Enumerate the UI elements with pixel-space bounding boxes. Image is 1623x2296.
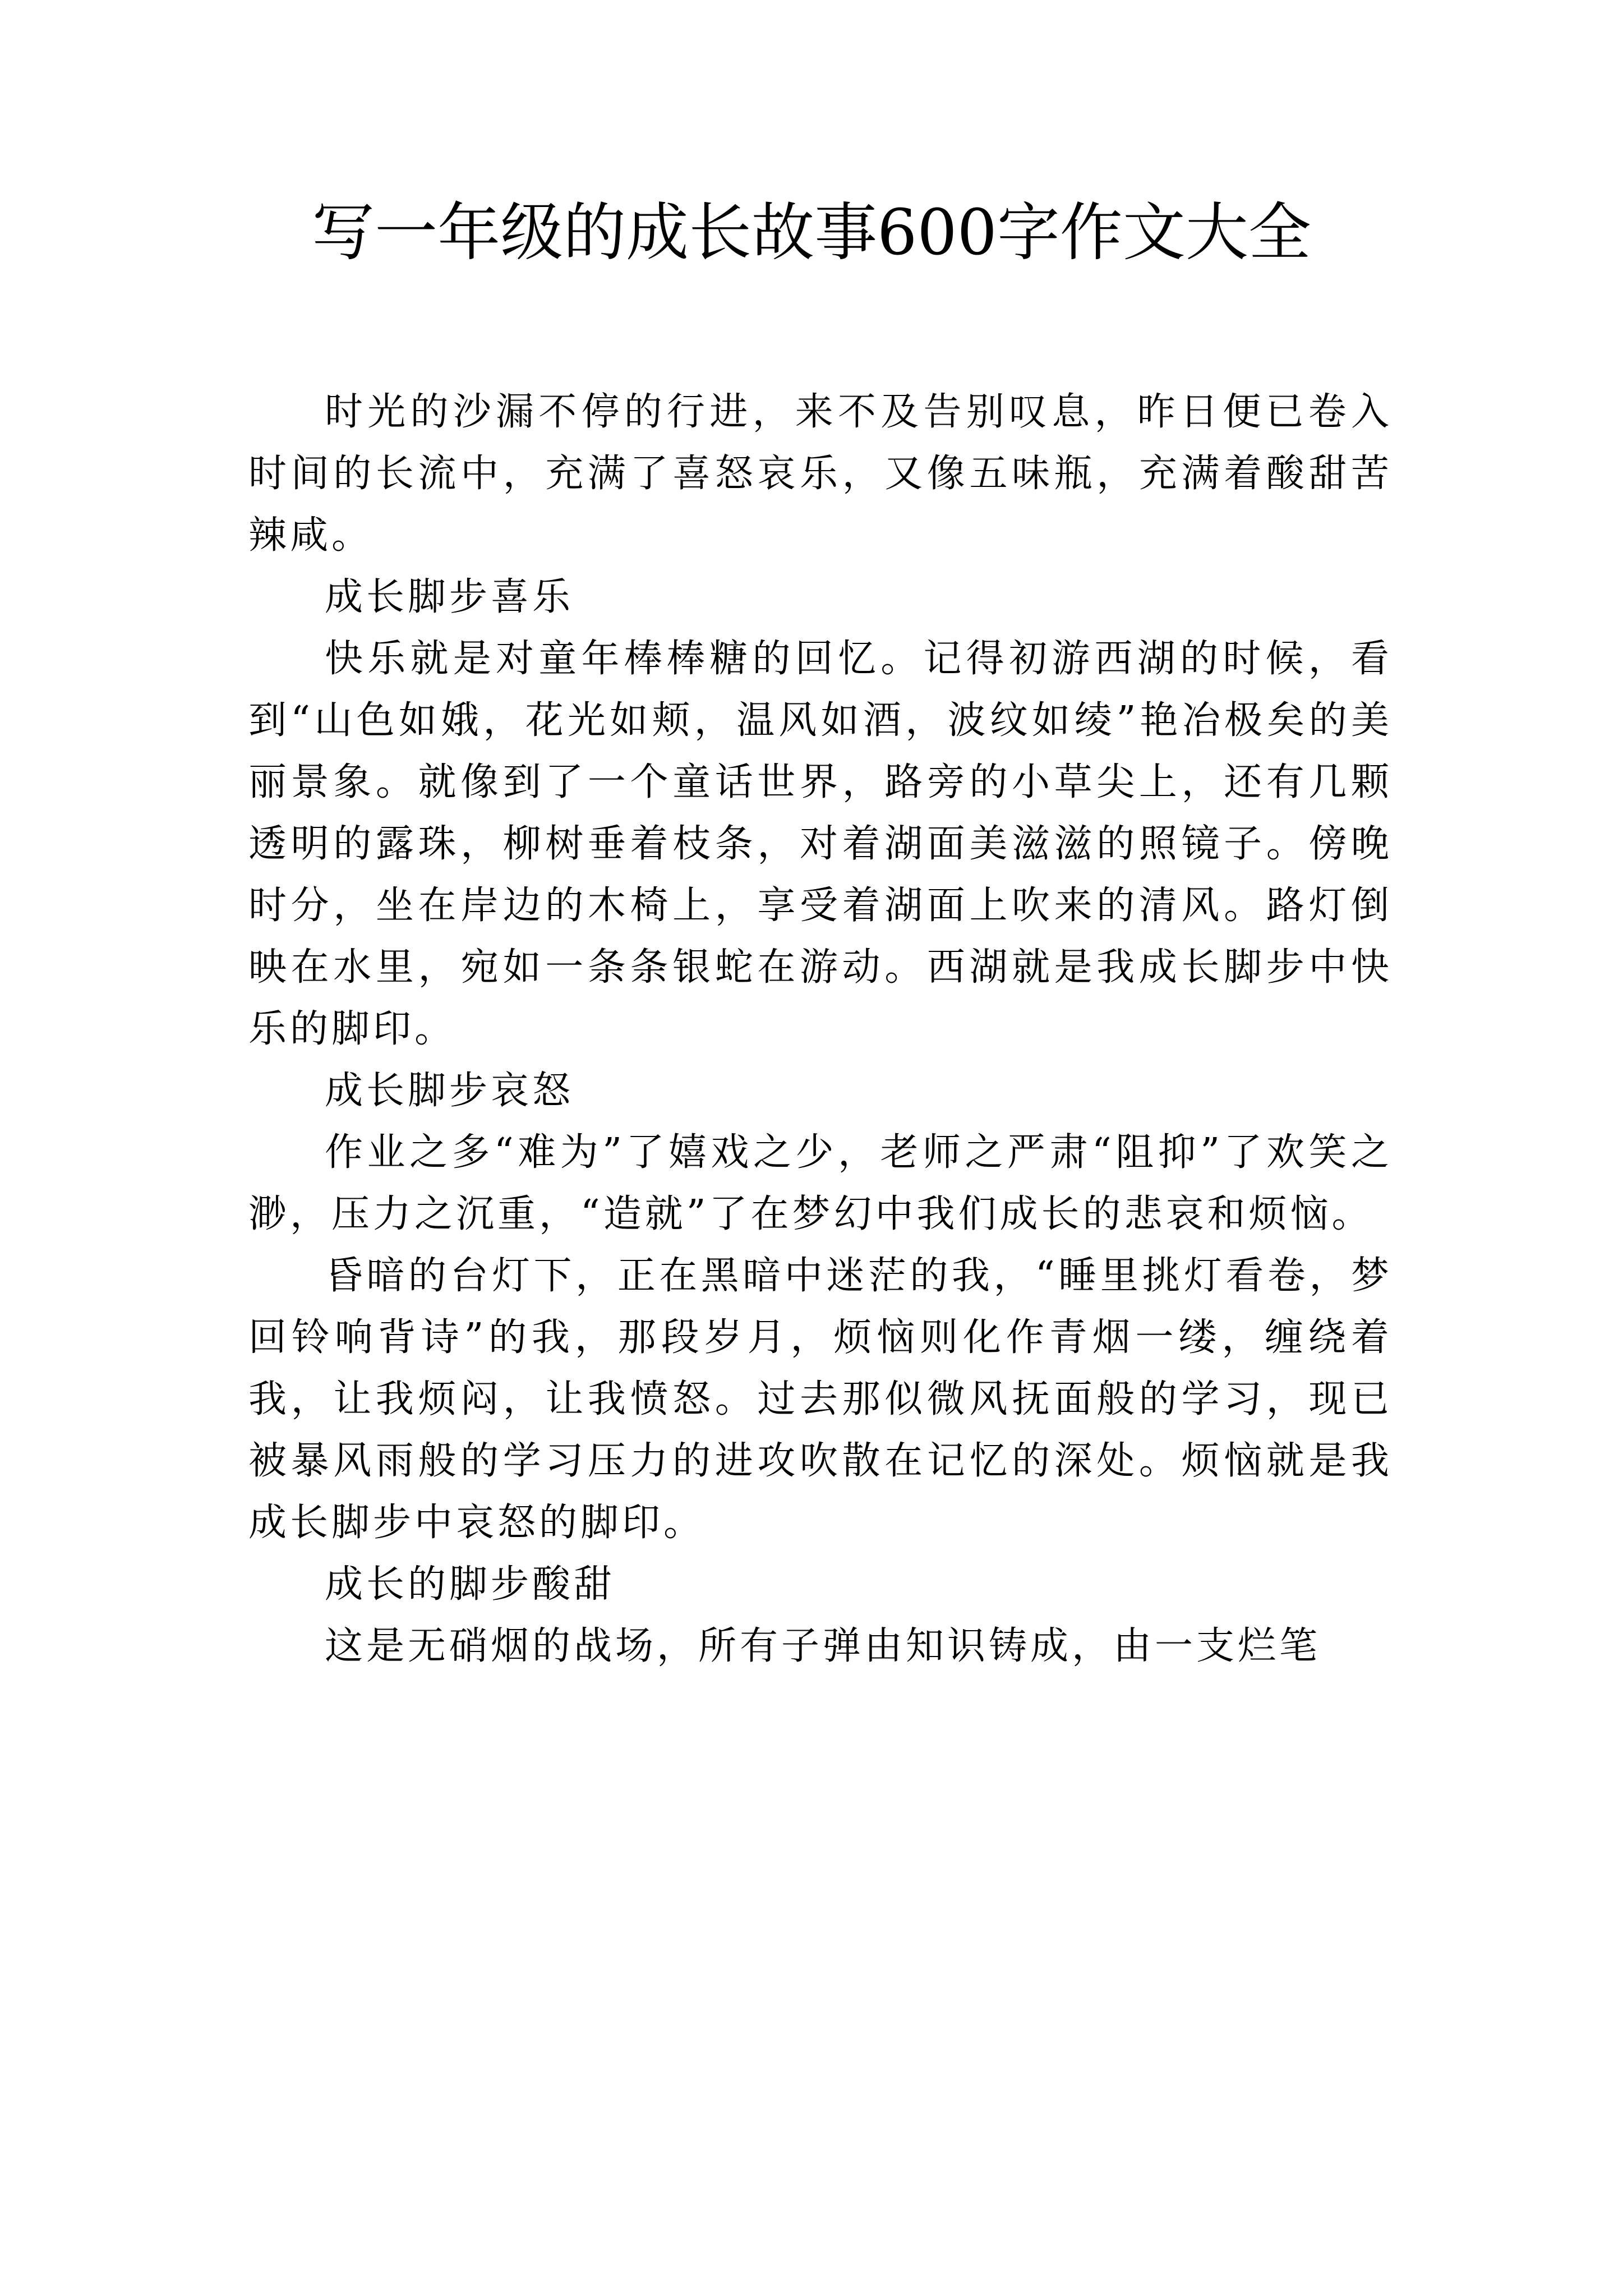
paragraph-sorrow-2: 昏暗的台灯下，正在黑暗中迷茫的我，“睡里挑灯看卷，梦回铃响背诗”的我，那段岁月，烦恼则化作青烟一缕，缠绕着我，让我烦闷，让我愤怒。过去那似微风抚面般的学习，现已被暴风雨般的学习压力的进攻吹散在记忆的深处。烦恼就是我成长脚步中哀怒的脚印。 [248,1254,1393,1545]
section-heading-sorrow: 成长脚步哀怒 [325,1069,574,1113]
paragraph-sorrow-1: 作业之多“难为”了嬉戏之少，老师之严肃“阻抑”了欢笑之渺，压力之沉重，“造就”了在梦幻中我们成长的悲哀和烦恼。 [248,1130,1393,1236]
paragraph-sweet-sour: 这是无硝烟的战场，所有子弹由知识铸成，由一支烂笔 [325,1624,1321,1668]
paragraph-joy: 快乐就是对童年棒棒糖的回忆。记得初游西湖的时候，看到“山色如娥，花光如颊，温风如酒，波纹如绫”艳冶极矣的美丽景象。就像到了一个童话世界，路旁的小草尖上，还有几颗透明的露珠，柳树垂着枝条，对着湖面美滋滋的照镜子。傍晚时分，坐在岸边的木椅上，享受着湖面上吹来的清风。路灯倒映在水里，宛如一条条银蛇在游动。西湖就是我成长脚步中快乐的脚印。 [248,637,1393,1051]
section-heading-sweet-sour: 成长的脚步酸甜 [325,1562,616,1607]
paragraph-intro: 时光的沙漏不停的行进，来不及告别叹息，昨日便已卷入时间的长流中，充满了喜怒哀乐，又像五味瓶，充满着酸甜苦辣咸。 [248,390,1393,558]
section-heading-joy: 成长脚步喜乐 [325,575,574,619]
document-title: 写一年级的成长故事600字作文大全 [312,196,1311,269]
document-body [248,381,1393,1677]
